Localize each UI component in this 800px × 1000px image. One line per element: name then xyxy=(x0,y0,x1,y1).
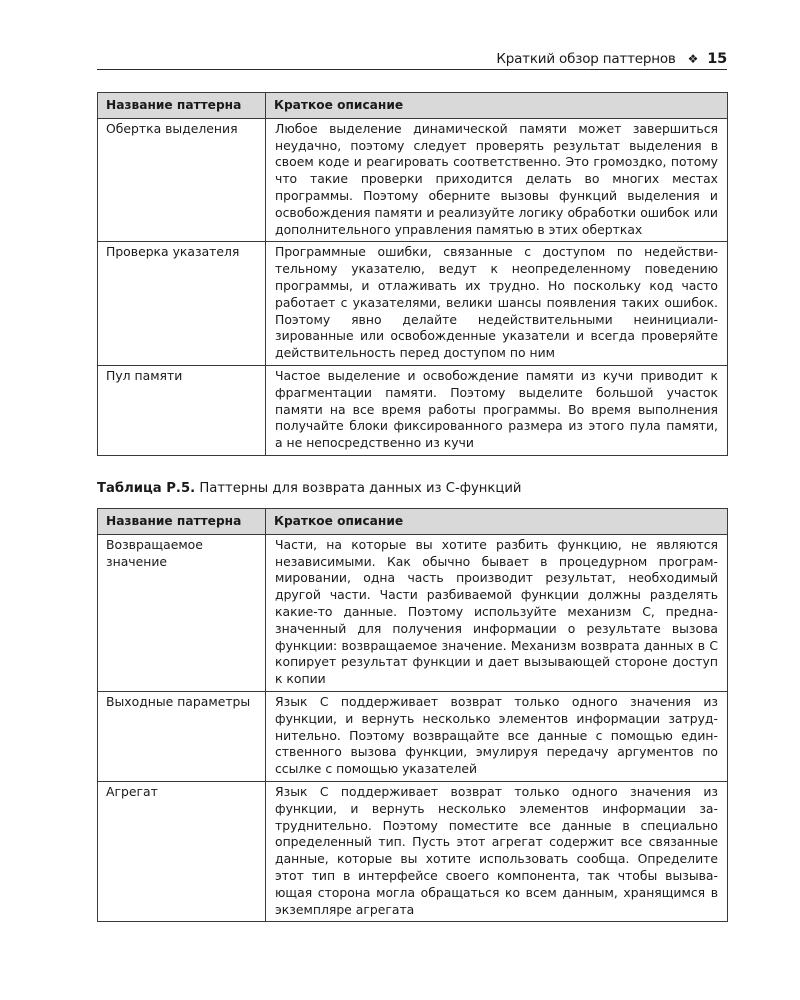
pattern-description: Любое выделение динамической памяти может завершиться неудачно, поэтому следует проверять результат выделения в своем коде и реагировать соответственно. Это громоздко, потому что такие проверки приходится делать во многих местах программы. Поэтому оберните вызовы функций выделения и освобождения памяти и реализуйте логику обработки ошибок или дополнительного управления памятью в этих обертках xyxy=(266,118,728,242)
pattern-description: Частое выделение и освобождение памяти из кучи приводит к фрагментации памяти. Поэтому выделите большой участок памяти на все время работы программы. Во время выполнения получайте блоки фиксированного размера из этого пула памяти, а не непосредственно из кучи xyxy=(266,365,728,455)
patterns-table-1 xyxy=(97,92,728,456)
pattern-description: Язык С поддерживает возврат только одного значения из функции, и вернуть несколько элементов информации затруднительно. Поэтому поместите все данные в специально определенный тип. Пусть этот агрегат содержит все связанные данные, которые вы хотите использовать сообща. Определите этот тип в интерфейсе своего компонента, так чтобы вызывающая сторона могла обращаться ко всем данным, хранящимся в экземпляре агрегата xyxy=(266,781,728,921)
page-number: 15 xyxy=(707,51,727,67)
pattern-description: Части, на которые вы хотите разбить функцию, не являются независимыми. Как обычно бывает в процедурном программировании, одна часть производит результат, необходимый другой части. Части разбиваемой функции должны разделять какие-то данные. Поэтому используйте механизм С, предназначенный для получения информации о результате вызова функции: возвращаемое значение. Механизм возврата данных в С копирует результат функции и дает вызывающей стороне доступ к копии xyxy=(266,534,728,691)
column-header-description: Краткое описание xyxy=(266,93,728,119)
pattern-description: Программные ошибки, связанные с доступом по недействительному указателю, ведут к неопределенному поведению программы, и отлаживать их трудно. Но поскольку код часто работает с указателями, велики шансы появления таких ошибок. Поэтому явно делайте недействительными неинициализированные или освобожденные указатели и всегда проверяйте действительность перед доступом по ним xyxy=(266,242,728,366)
diamond-separator-icon: ❖ xyxy=(687,52,699,66)
table-row xyxy=(98,534,728,691)
patterns-table-2 xyxy=(97,508,728,922)
table-row xyxy=(98,242,728,366)
pattern-name: Возвращаемое значение xyxy=(98,534,266,691)
pattern-name: Агрегат xyxy=(98,781,266,921)
table-caption-text: Паттерны для возврата данных из С-функций xyxy=(199,481,522,496)
pattern-description: Язык С поддерживает возврат только одного значения из функции, и вернуть несколько элементов информации затруднительно. Поэтому возвращайте все данные с помощью единственного вызова функции, эмулируя передачу аргументов по ссылке с помощью указателей xyxy=(266,691,728,781)
table-row xyxy=(98,118,728,242)
table-caption-label: Таблица Р.5. xyxy=(97,481,196,496)
table-row xyxy=(98,365,728,455)
table-row xyxy=(98,691,728,781)
table-header-row xyxy=(98,93,728,119)
table-header-row xyxy=(98,509,728,535)
table-caption xyxy=(97,481,522,496)
chapter-title: Краткий обзор паттернов xyxy=(496,51,676,67)
pattern-name: Проверка указателя xyxy=(98,242,266,366)
table-row xyxy=(98,781,728,921)
pattern-name: Обертка выделения xyxy=(98,118,266,242)
pattern-name: Пул памяти xyxy=(98,365,266,455)
column-header-name: Название паттерна xyxy=(98,93,266,119)
pattern-name: Выходные параметры xyxy=(98,691,266,781)
column-header-description: Краткое описание xyxy=(266,509,728,535)
running-header xyxy=(97,49,727,70)
column-header-name: Название паттерна xyxy=(98,509,266,535)
